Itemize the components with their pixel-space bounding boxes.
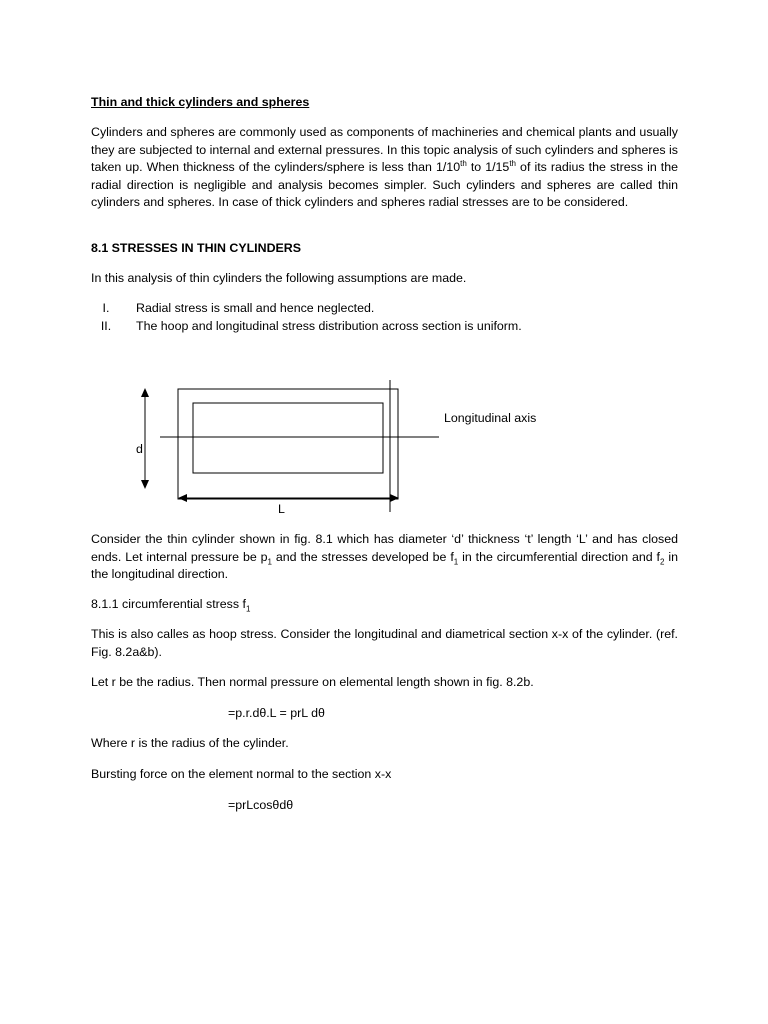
arrow-up-icon [141,388,149,397]
intro-sup-2: th [509,159,516,169]
subsection-text: 8.1.1 circumferential stress f [91,597,246,611]
cylinder-figure [0,370,768,520]
page-title: Thin and thick cylinders and spheres [91,95,310,109]
consider-text-1: Consider the thin cylinder shown in fig. 8.1 which has diameter ‘d’ thickness ‘t’ length ‘L’ and has closed ends. Let internal pressure be p [91,532,678,564]
arrow-down-icon [141,480,149,489]
outer-wall [178,389,398,499]
cylinder-diagram [0,370,768,520]
diameter-label: d [136,442,143,456]
intro-sup-1: th [460,159,467,169]
intro-text-2: to 1/15 [466,160,510,175]
axis-label: Longitudinal axis [444,411,537,425]
section-heading: 8.1 STRESSES IN THIN CYLINDERS [91,241,301,255]
where-paragraph: Where r is the radius of the cylinder. [91,736,289,750]
length-label: L [278,502,285,516]
consider-sub-3: 2 [660,557,665,567]
consider-sub-1: 1 [267,557,272,567]
subsection-heading [91,596,250,614]
equation-bursting-force: =prLcosθdθ [228,798,294,812]
list-item-text: The hoop and longitudinal stress distribution across section is uniform. [136,319,522,333]
list-item-number: II. [100,319,112,333]
subsection-sub: 1 [245,604,251,614]
list-item-number: I. [102,301,110,315]
equation-normal-pressure: =p.r.dθ.L = prL dθ [228,706,325,720]
consider-text-2: and the stresses developed be f [271,549,454,564]
consider-paragraph [91,531,678,584]
intro-paragraph [91,124,678,212]
list-item-text: Radial stress is small and hence neglected. [136,301,375,315]
bursting-paragraph: Bursting force on the element normal to the section x-x [91,767,392,781]
consider-text-4: in the longitudinal direction. [91,549,678,582]
inner-wall [193,403,383,473]
radius-paragraph: Let r be the radius. Then normal pressure on elemental length shown in fig. 8.2b. [91,675,534,689]
intro-text-3: of its radius the stress in the radial direction is negligible and analysis becomes simpler. Such cylinders and spheres are called thin cylinders and spheres. In case of thick cylinders and spheres radial stresses are to be considered. [91,160,678,210]
consider-sub-2: 1 [453,557,459,567]
consider-text-3: in the circumferential direction and f [458,549,660,564]
intro-text-1: Cylinders and spheres are commonly used as components of machineries and chemical plants and usually they are subjected to internal and external pressures. In this topic analysis of such cylinders and spheres is taken up. When thickness of the cylinders/sphere is less than 1/10 [91,125,678,175]
hoop-paragraph: This is also calles as hoop stress. Consider the longitudinal and diametrical section x-x of the cylinder. (ref. Fig. 8.2a&b). [91,627,678,659]
arrow-left-icon [178,494,187,502]
assumptions-intro: In this analysis of thin cylinders the following assumptions are made. [91,271,467,285]
